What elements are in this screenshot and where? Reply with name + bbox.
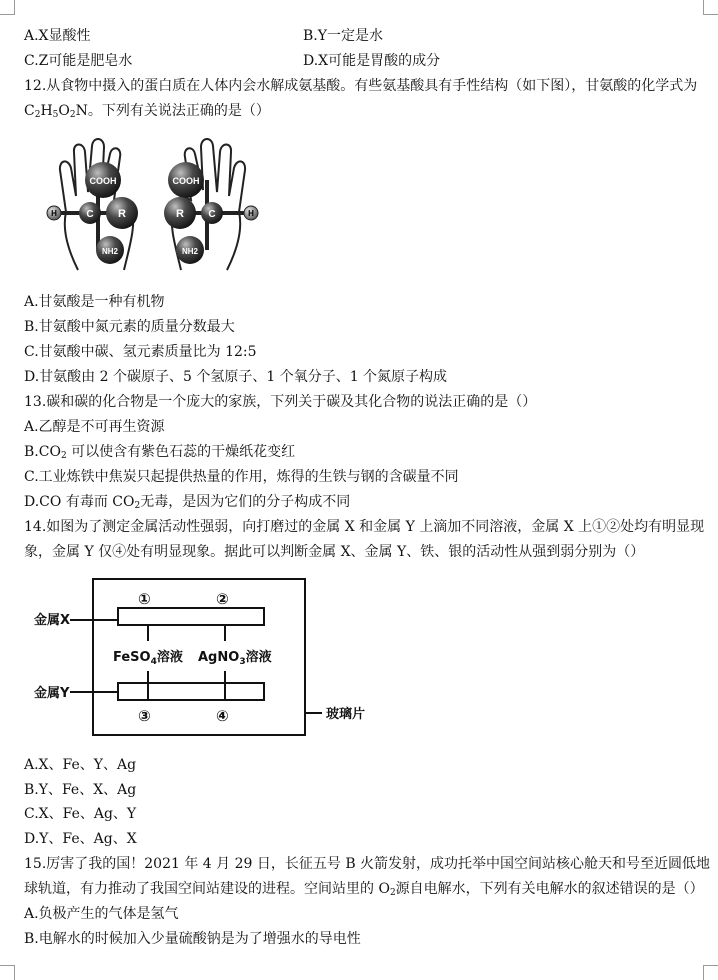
left-r-label: R: [118, 208, 126, 220]
chiral-amino-acid-hands-figure: [40, 130, 265, 280]
metal-y-strip: [118, 683, 264, 700]
agno3-solution-label: AgNO$_3$溶液: [198, 650, 272, 667]
metal-x-strip: [118, 608, 264, 625]
q12-option-c: C.甘氨酸中碳、氢元素质量比为 12:5: [24, 344, 257, 360]
feso4-solution-label: FeSO$_4$溶液: [113, 650, 183, 667]
metal-activity-experiment-figure: [30, 575, 366, 740]
right-c-label: C: [208, 209, 216, 220]
q11-option-d: D.X可能是胃酸的成分: [303, 53, 441, 69]
crop-mark-bottom-left: [0, 965, 15, 980]
q15-stem-line1: 15.厉害了我的国！2021 年 4 月 29 日，长征五号 B 火箭发射，成功托举中国空间站核心舱天和号至近圆低地: [24, 856, 711, 872]
q14-option-c: C.X、Fe、Ag、Y: [24, 806, 137, 822]
q13-option-d: D.CO 有毒而 $CO_2$无毒，是因为它们的分子构成不同: [24, 494, 351, 511]
left-nh2-label: NH2: [101, 247, 119, 256]
q13-stem: 13.碳和碳的化合物是一个庞大的家族，下列关于碳及其化合物的说法正确的是（）: [24, 394, 537, 410]
q11-option-a: A.X显酸性: [24, 28, 91, 44]
q12-option-b: B.甘氨酸中氮元素的质量分数最大: [24, 319, 235, 335]
circle-4-label: ④: [216, 707, 229, 725]
right-h-label: H: [248, 209, 254, 218]
q15-option-b: B.电解水的时候加入少量硫酸钠是为了增强水的导电性: [24, 931, 361, 947]
crop-mark-top-right: [703, 0, 718, 15]
q12-stem-line2: $C_2H_5O_2N$。下列有关说法正确的是（）: [24, 103, 270, 120]
metal-y-label: 金属Y: [34, 686, 70, 701]
metal-x-label: 金属X: [34, 613, 71, 628]
q14-option-a: A.X、Fe、Y、Ag: [24, 757, 137, 773]
q13-option-c: C.工业炼铁中焦炭只起提供热量的作用，炼得的生铁与钢的含碳量不同: [24, 469, 459, 485]
q12-stem-line1: 12.从食物中摄入的蛋白质在人体内会水解成氨基酸。有些氨基酸具有手性结构（如下图），甘氨酸的化学式为: [24, 78, 698, 94]
glass-slide-label: 玻璃片: [326, 707, 366, 722]
q15-option-a: A.负极产生的气体是氢气: [24, 906, 179, 922]
q12-option-a: A.甘氨酸是一种有机物: [24, 294, 165, 310]
q13-option-a: A.乙醇是不可再生资源: [24, 419, 165, 435]
right-cooh-label: COOH: [172, 176, 200, 186]
left-cooh-label: COOH: [89, 176, 117, 186]
left-h-label: H: [51, 209, 57, 218]
circle-1-label: ①: [138, 590, 151, 608]
right-nh2-label: NH2: [181, 247, 199, 256]
crop-mark-top-left: [0, 0, 15, 15]
q11-option-b: B.Y一定是水: [303, 28, 383, 44]
q14-option-d: D.Y、Fe、Ag、X: [24, 831, 137, 847]
q15-stem-line2: 球轨道，有力推动了我国空间站建设的进程。空间站里的 $O_2$源自电解水，下列有关电解水的叙述错误的是（）: [24, 881, 704, 898]
q14-stem-line1: 14.如图为了测定金属活动性强弱，向打磨过的金属 X 和金属 Y 上滴加不同溶液，金属 X 上①②处均有明显现: [24, 519, 705, 535]
crop-mark-bottom-right: [703, 965, 718, 980]
q13-option-b: $B.CO_2$ 可以使含有紫色石蕊的干燥纸花变红: [24, 444, 296, 461]
left-c-label: C: [86, 209, 94, 220]
q12-option-d: D.甘氨酸由 2 个碳原子、5 个氢原子、1 个氧分子、1 个氮原子构成: [24, 369, 448, 385]
circle-3-label: ③: [138, 707, 151, 725]
circle-2-label: ②: [216, 590, 229, 608]
q14-stem-line2: 象，金属 Y 仅④处有明显现象。据此可以判断金属 X、金属 Y、铁、银的活动性从强到弱分别为（）: [24, 544, 645, 560]
right-r-label: R: [176, 208, 184, 220]
q14-option-b: B.Y、Fe、X、Ag: [24, 782, 137, 798]
q11-option-c: C.Z可能是肥皂水: [24, 53, 133, 69]
